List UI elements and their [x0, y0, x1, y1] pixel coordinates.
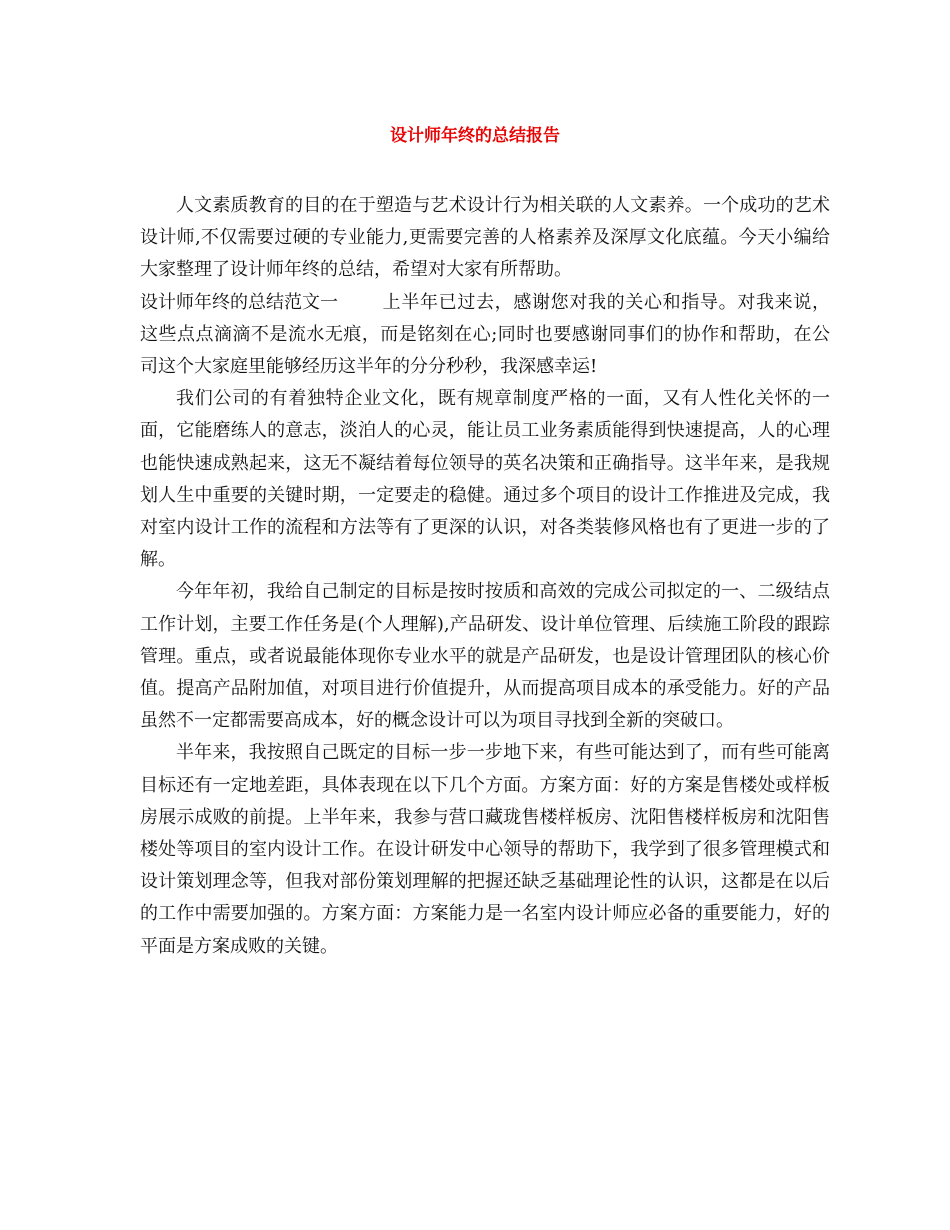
paragraph-company-culture: 我们公司的有着独特企业文化，既有规章制度严格的一面，又有人性化关怀的一面，它能磨练人的意志，淡泊人的心灵，能让员工业务素质能得到快速提高，人的心理也能快速成熟起来，这无不凝结着每位领导的英名决策和正确指导。这半年来，是我规划人生中重要的关键时期，一定要走的稳健。通过多个项目的设计工作推进及完成，我对室内设计工作的流程和方法等有了更深的认识，对各类装修风格也有了更进一步的了解。: [140, 388, 830, 571]
paragraph-annual-goals: 今年年初，我给自己制定的目标是按时按质和高效的完成公司拟定的一、二级结点工作计划，主要工作任务是(个人理解),产品研发、设计单位管理、后续施工阶段的跟踪管理。重点，或者说最能体现你专业水平的就是产品研发，也是设计管理团队的核心价值。提高产品附加值，对项目进行价值提升，从而提高项目成本的承受能力。好的产品虽然不一定都需要高成本，好的概念设计可以为项目寻找到全新的突破口。: [140, 581, 830, 732]
paragraph-half-year-review: 半年来，我按照自己既定的目标一步一步地下来，有些可能达到了，而有些可能离目标还有一定地差距，具体表现在以下几个方面。方案方面：好的方案是售楼处或样板房展示成败的前提。上半年来，我参与营口藏珑售楼样板房、沈阳售楼样板房和沈阳售楼处等项目的室内设计工作。在设计研发中心领导的帮助下，我学到了很多管理模式和设计策划理念等，但我对部份策划理解的把握还缺乏基础理论性的认识，这都是在以后的工作中需要加强的。方案方面：方案能力是一名室内设计师应必备的重要能力，好的平面是方案成败的关键。: [140, 742, 830, 957]
document-title: 设计师年终的总结报告: [390, 126, 560, 146]
paragraph-intro: 人文素质教育的目的在于塑造与艺术设计行为相关联的人文素养。一个成功的艺术设计师,不仅需要过硬的专业能力,更需要完善的人格素养及深厚文化底蕴。今天小编给大家整理了设计师年终的总结，希望对大家有所帮助。: [140, 195, 830, 281]
paragraph-sample-one: [140, 287, 830, 384]
sample-one-text: 上半年已过去，感谢您对我的关心和指导。对我来说，这些点点滴滴不是流水无痕，而是铭刻在心;同时也要感谢同事们的协作和帮助，在公司这个大家庭里能够经历这半年的分分秒秒，我深感幸运!: [140, 291, 830, 378]
document-body: [140, 190, 830, 963]
sample-heading: 设计师年终的总结范文一: [140, 291, 338, 313]
